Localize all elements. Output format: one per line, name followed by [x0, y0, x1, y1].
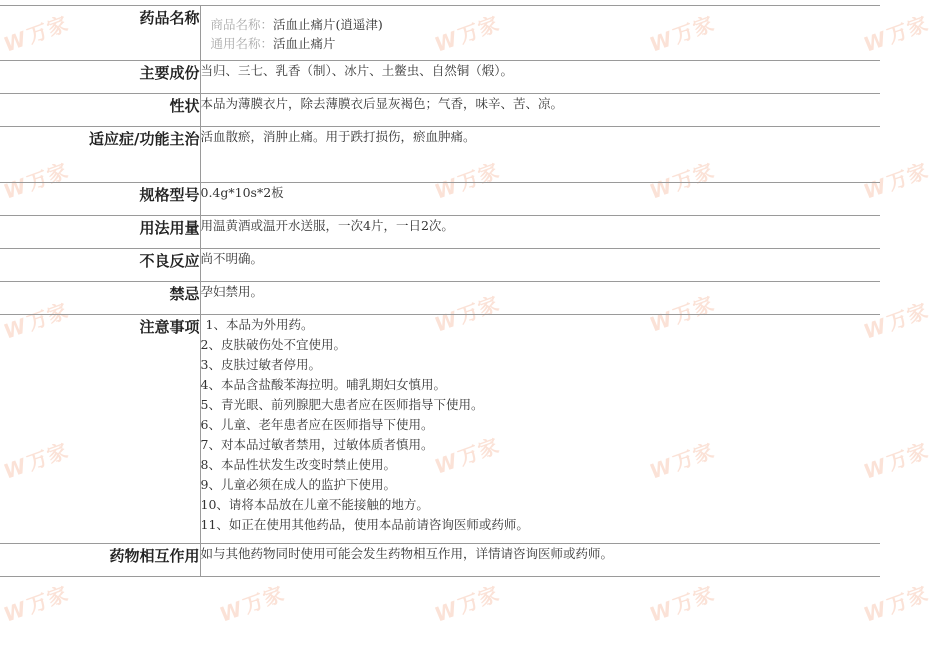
trade-name-line — [211, 15, 871, 34]
watermark: W万家 — [0, 158, 72, 204]
watermark: W万家 — [0, 438, 72, 484]
row-contraindications — [0, 282, 880, 315]
precaution-item: 6、儿童、老年患者应在医师指导下使用。 — [200, 417, 434, 432]
watermark: W万家 — [0, 298, 72, 344]
watermark: W万家 — [646, 438, 718, 484]
label-adverse-reactions: 不良反应 — [0, 249, 200, 282]
watermark: W万家 — [860, 581, 932, 627]
value-ingredients: 当归、三七、乳香（制）、冰片、土鳖虫、自然铜（煅）。 — [200, 61, 880, 94]
value-contraindications: 孕妇禁用。 — [200, 282, 880, 315]
watermark: W万家 — [646, 581, 718, 627]
row-description — [0, 94, 880, 127]
precaution-item: 7、对本品过敏者禁用，过敏体质者慎用。 — [200, 437, 434, 452]
value-adverse-reactions: 尚不明确。 — [200, 249, 880, 282]
row-ingredients — [0, 61, 880, 94]
label-drug-name: 药品名称 — [0, 6, 200, 61]
watermark: W万家 — [860, 438, 932, 484]
precaution-item: 4、本品含盐酸苯海拉明。哺乳期妇女慎用。 — [200, 377, 446, 392]
label-interactions: 药物相互作用 — [0, 544, 200, 577]
row-precautions — [0, 315, 880, 544]
precaution-item: 11、如正在使用其他药品，使用本品前请咨询医师或药师。 — [200, 517, 529, 532]
watermark: W万家 — [646, 291, 718, 337]
row-indications — [0, 127, 880, 183]
row-adverse-reactions — [0, 249, 880, 282]
watermark: W万家 — [431, 11, 503, 57]
value-interactions: 如与其他药物同时使用可能会发生药物相互作用，详情请咨询医师或药师。 — [200, 544, 880, 577]
precaution-item: 10、请将本品放在儿童不能接触的地方。 — [200, 497, 429, 512]
label-precautions: 注意事项 — [0, 315, 200, 544]
watermark: W万家 — [0, 11, 72, 57]
watermark: W万家 — [0, 581, 72, 627]
value-indications: 活血散瘀，消肿止痛。用于跌打损伤，瘀血肿痛。 — [200, 127, 880, 183]
label-dosage: 用法用量 — [0, 216, 200, 249]
common-name-line — [211, 34, 871, 53]
label-description: 性状 — [0, 94, 200, 127]
watermark: W万家 — [860, 11, 932, 57]
watermark: W万家 — [860, 298, 932, 344]
watermark: W万家 — [431, 158, 503, 204]
trade-name-prefix: 商品名称： — [210, 17, 274, 32]
watermark: W万家 — [216, 581, 288, 627]
label-indications: 适应症/功能主治 — [0, 127, 200, 183]
precaution-item: 3、皮肤过敏者停用。 — [200, 357, 321, 372]
watermark: W万家 — [431, 433, 503, 479]
precaution-item: 8、本品性状发生改变时禁止使用。 — [200, 457, 396, 472]
label-specification: 规格型号 — [0, 183, 200, 216]
precaution-item: 2、皮肤破伤处不宜使用。 — [200, 337, 346, 352]
trade-name-value: 活血止痛片(逍遥津) — [273, 17, 383, 32]
common-name-prefix: 通用名称： — [210, 36, 274, 51]
value-precautions — [200, 315, 880, 544]
value-specification: 0.4g*10s*2板 — [200, 183, 880, 216]
watermark: W万家 — [646, 11, 718, 57]
watermark: W万家 — [860, 158, 932, 204]
row-dosage — [0, 216, 880, 249]
precaution-item: 1、本品为外用药。 — [205, 317, 314, 332]
label-ingredients: 主要成份 — [0, 61, 200, 94]
precaution-item: 5、青光眼、前列腺肥大患者应在医师指导下使用。 — [200, 397, 484, 412]
watermark: W万家 — [431, 291, 503, 337]
label-contraindications: 禁忌 — [0, 282, 200, 315]
row-drug-name — [0, 6, 880, 61]
value-dosage: 用温黄酒或温开水送服，一次4片，一日2次。 — [200, 216, 880, 249]
row-interactions — [0, 544, 880, 577]
value-drug-name — [200, 6, 880, 61]
row-specification — [0, 183, 880, 216]
value-description: 本品为薄膜衣片，除去薄膜衣后显灰褐色；气香，味辛、苦、凉。 — [200, 94, 880, 127]
common-name-value: 活血止痛片 — [273, 36, 336, 51]
watermark: W万家 — [646, 158, 718, 204]
watermark: W万家 — [431, 581, 503, 627]
precaution-item: 9、儿童必须在成人的监护下使用。 — [200, 477, 396, 492]
drug-info-table — [0, 5, 880, 577]
